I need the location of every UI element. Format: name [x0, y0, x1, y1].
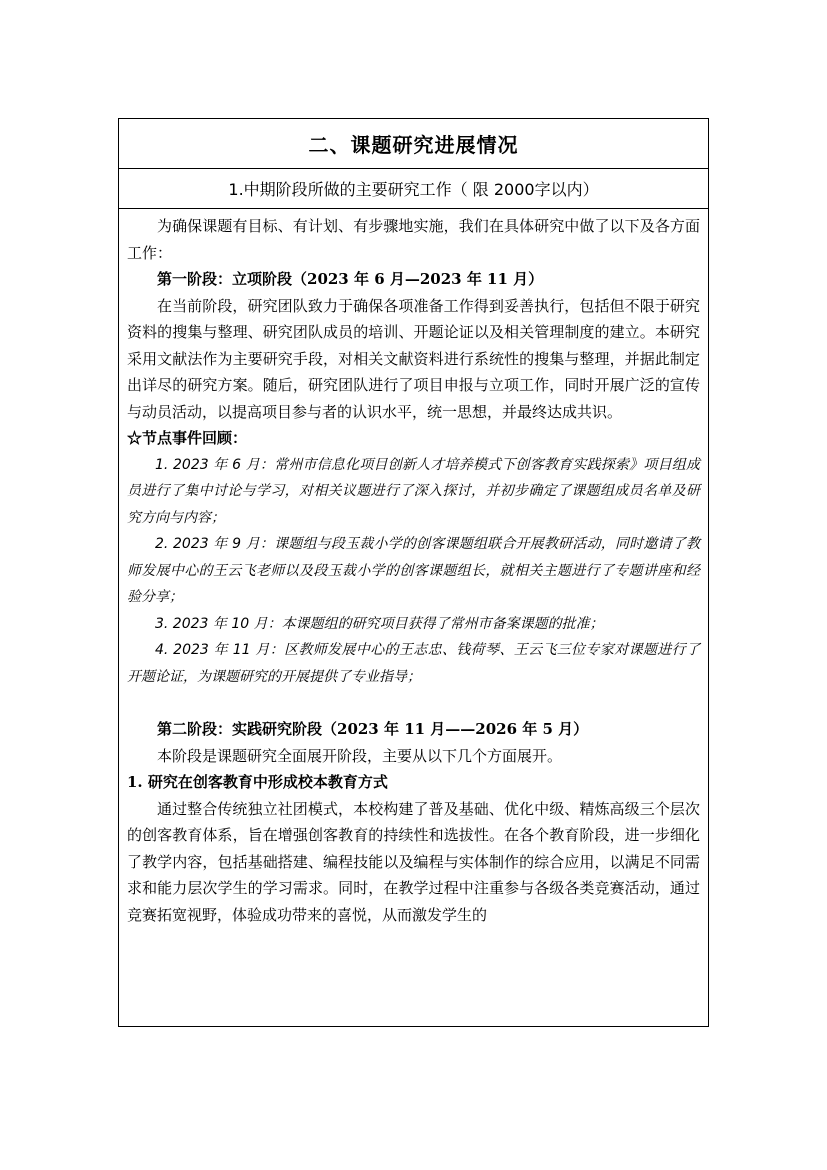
intro-paragraph: 为确保课题有目标、有计划、有步骤地实施，我们在具体研究中做了以下及各方面工作：: [127, 217, 700, 262]
section1-paragraph: 通过整合传统独立社团模式，本校构建了普及基础、优化中级、精炼高级三个层次的创客教育体系，旨在增强创客教育的持续性和选拔性。在各个教育阶段，进一步细化了教学内容，包括基础搭建、编程技能以及编程与实体制作的综合应用，以满足不同需求和能力层次学生的学习需求。同时，在教学过程中注重参与各级各类竞赛活动，通过竞赛拓宽视野，体验成功带来的喜悦，从而激发学生的: [127, 799, 700, 924]
event-item-2: 2. 2023 年 9 月：课题组与段玉裁小学的创客课题组联合开展教研活动，同时邀请了教师发展中心的王云飞老师以及段玉裁小学的创客课题组长，就相关主题进行了专题讲座和经验分享；: [127, 536, 700, 605]
stage2-paragraph: 本阶段是课题研究全面展开阶段，主要从以下几个方面展开。: [157, 746, 563, 765]
events-heading: ☆节点事件回顾：: [127, 429, 248, 447]
event-item-3: 3. 2023 年 10 月：本课题组的研究项目获得了常州市备案课题的批准；: [155, 615, 604, 632]
event-item-4: 4. 2023 年 11 月：区教师发展中心的王志忠、钱荷琴、王云飞三位专家对课题进行了开题论证，为课题研究的开展提供了专业指导；: [127, 642, 700, 685]
stage1-heading: 第一阶段：立项阶段（2023 年 6 月—2023 年 11 月）: [157, 270, 544, 288]
blank-line: [127, 690, 700, 716]
stage2-heading: 第二阶段：实践研究阶段（2023 年 11 月——2026 年 5 月）: [157, 720, 589, 738]
section-title: 二、课题研究进展情况: [119, 119, 708, 169]
section1-heading: 1. 研究在创客教育中形成校本教育方式: [127, 773, 388, 791]
content-cell: [119, 209, 708, 928]
section-subtitle: 1.中期阶段所做的主要研究工作（ 限 2000字以内）: [119, 169, 708, 209]
event-item-1: 1. 2023 年 6 月：常州市信息化项目创新人才培养模式下创客教育实践探索》项目组成员进行了集中讨论与学习，对相关议题进行了深入探讨，并初步确定了课题组成员名单及研究方向与内容；: [127, 456, 700, 526]
report-table: [118, 118, 709, 1027]
stage1-paragraph: 在当前阶段，研究团队致力于确保各项准备工作得到妥善执行，包括但不限于研究资料的搜集与整理、研究团队成员的培训、开题论证以及相关管理制度的建立。本研究采用文献法作为主要研究手段，对相关文献资料进行系统性的搜集与整理，并据此制定出详尽的研究方案。随后，研究团队进行了项目申报与立项工作，同时开展广泛的宣传与动员活动，以提高项目参与者的认识水平，统一思想，并最终达成共识。: [127, 296, 700, 421]
